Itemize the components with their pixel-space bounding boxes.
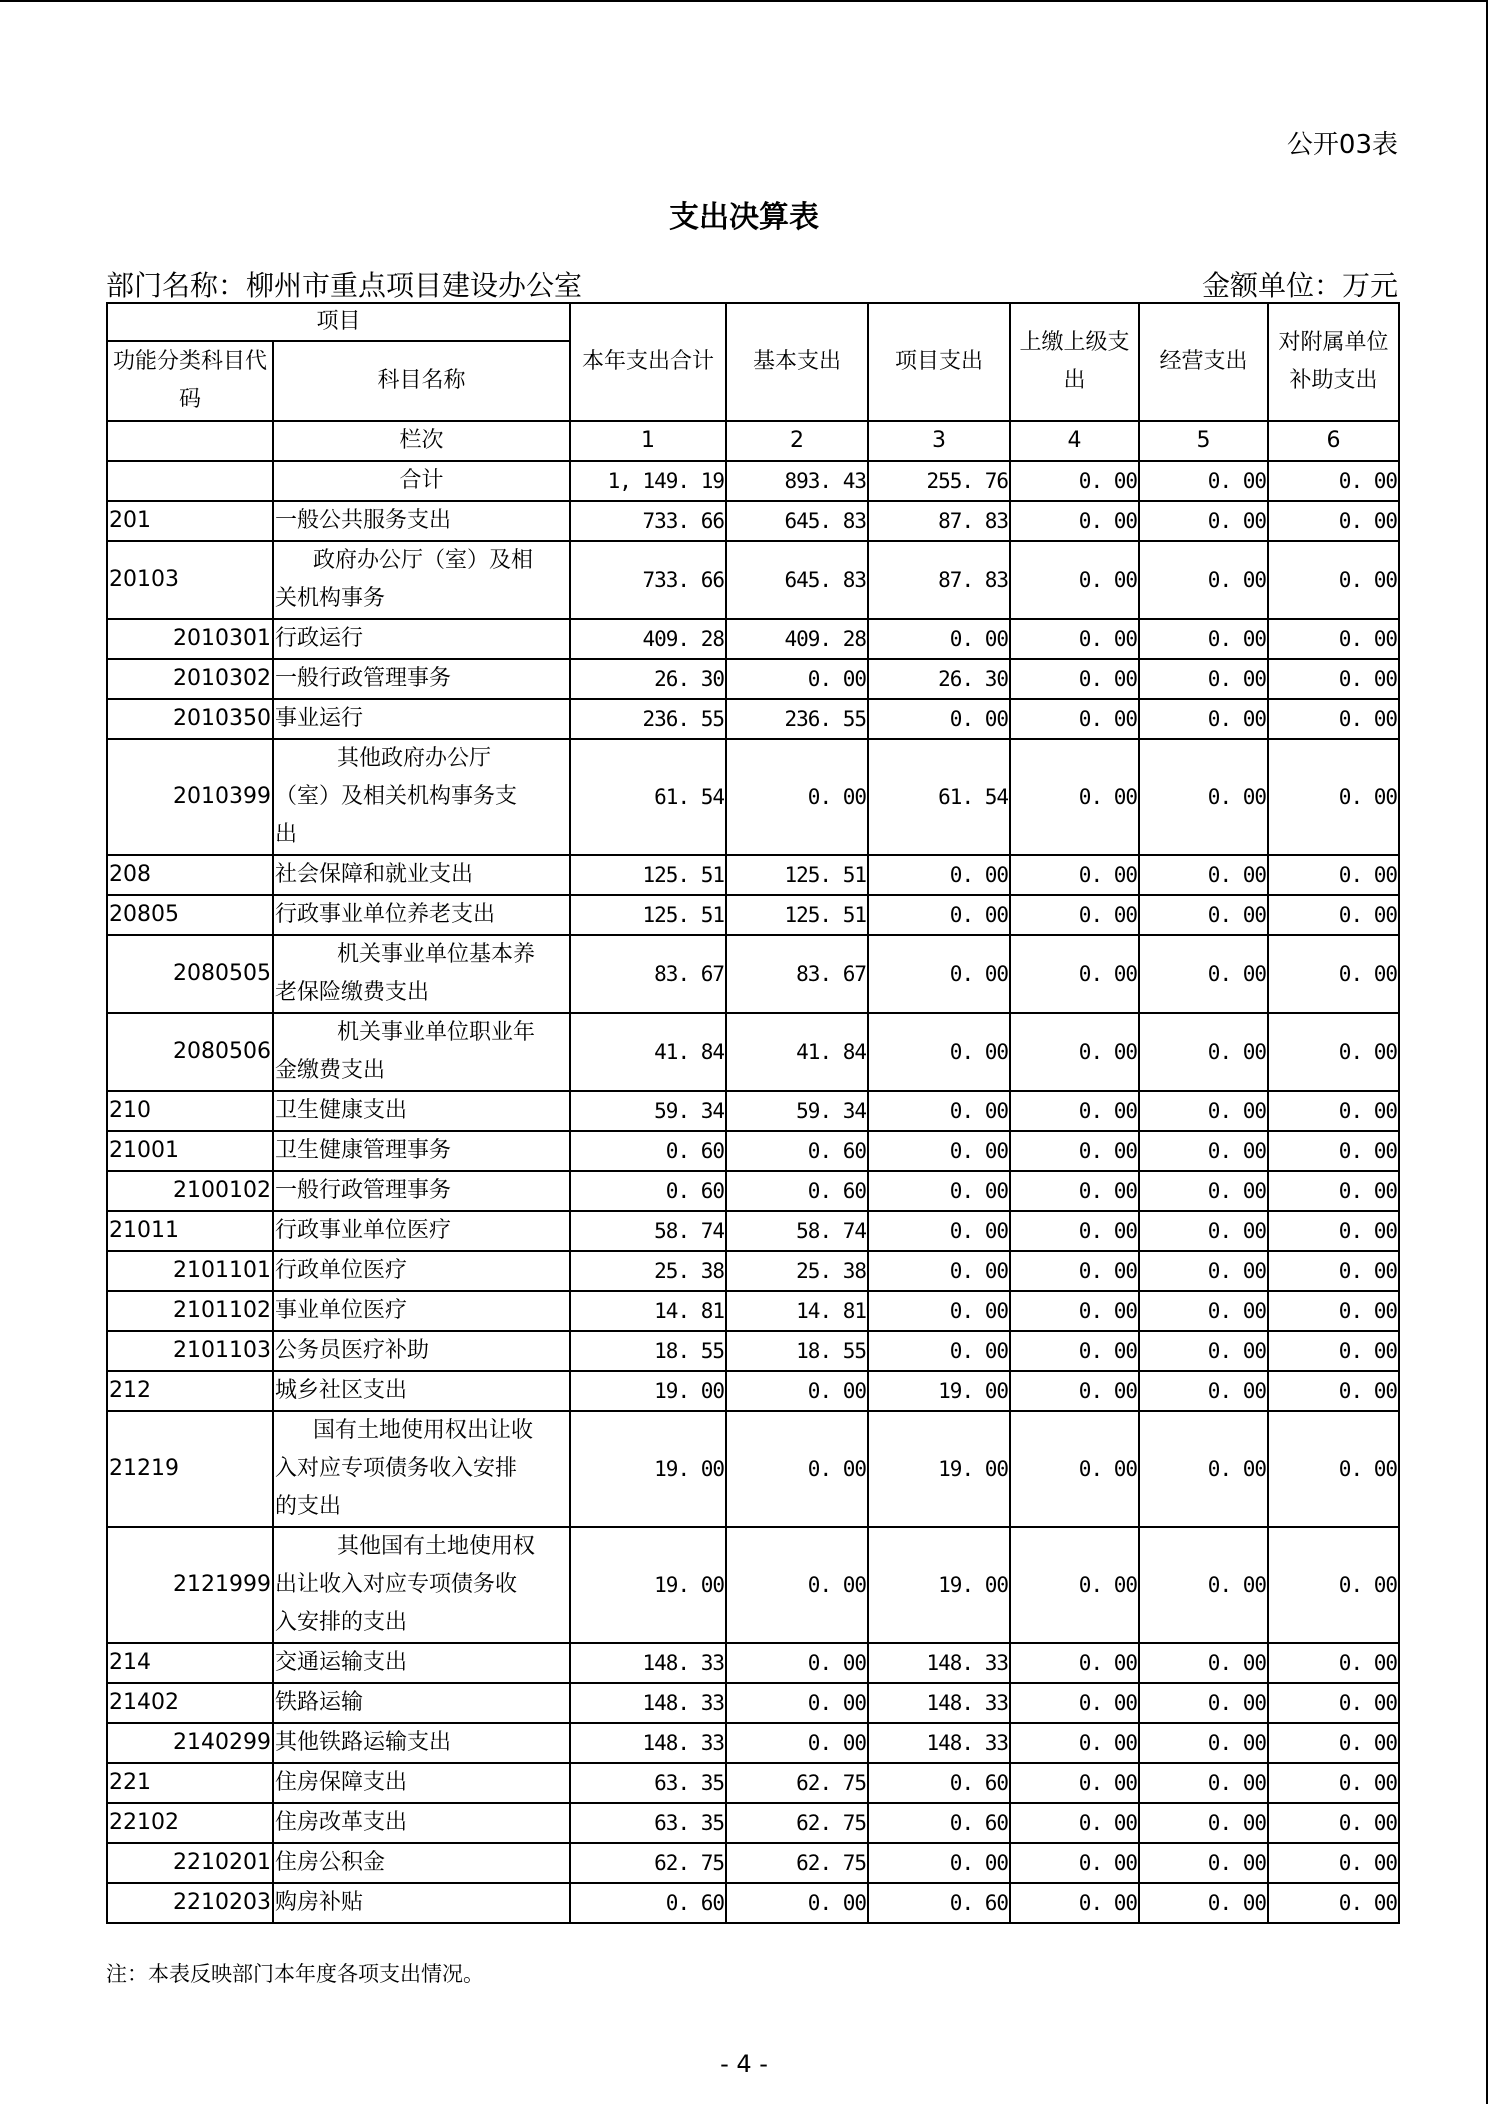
row-value: 0. 00 [868,699,1010,739]
row-value: 0. 00 [868,1211,1010,1251]
row-value: 0. 00 [1010,1211,1139,1251]
total-value: 0. 00 [1268,461,1399,501]
row-value: 148. 33 [868,1723,1010,1763]
table-row [107,1371,1399,1411]
row-code: 210 [107,1091,273,1131]
row-value: 0. 00 [726,1371,868,1411]
row-value: 0. 00 [1139,1131,1268,1171]
row-value: 62. 75 [726,1803,868,1843]
row-value: 41. 84 [570,1013,726,1091]
row-value: 0. 00 [1139,1291,1268,1331]
row-value: 0. 00 [1268,1131,1399,1171]
row-value: 59. 34 [570,1091,726,1131]
row-value: 0. 00 [1139,1371,1268,1411]
row-value: 0. 00 [1010,1291,1139,1331]
table-row [107,1683,1399,1723]
row-name-line: （室）及相关机构事务支 [275,784,518,809]
row-name-line: 出让收入对应专项债务收 [275,1572,518,1597]
row-name: 其他铁路运输支出 [273,1723,570,1763]
row-code: 2121999 [107,1527,273,1643]
row-value: 59. 34 [726,1091,868,1131]
row-value: 0. 00 [1268,1803,1399,1843]
row-value: 0. 00 [1010,1371,1139,1411]
row-value: 0. 00 [1139,1411,1268,1527]
row-value: 0. 60 [726,1131,868,1171]
table-row [107,1527,1399,1643]
row-value: 0. 00 [1268,935,1399,1013]
row-code: 20805 [107,895,273,935]
row-value: 61. 54 [868,739,1010,855]
row-value: 0. 00 [1268,1683,1399,1723]
table-row [107,855,1399,895]
row-value: 0. 00 [1139,855,1268,895]
row-name: 事业单位医疗 [273,1291,570,1331]
row-name-line: 机关事业单位基本养 [337,942,536,967]
row-value: 645. 83 [726,501,868,541]
row-code: 22102 [107,1803,273,1843]
row-value: 0. 60 [868,1883,1010,1923]
row-value: 0. 00 [1268,1763,1399,1803]
header-item: 项目 [107,303,570,341]
row-value: 0. 00 [1139,1251,1268,1291]
row-value: 0. 00 [726,1643,868,1683]
row-value: 0. 00 [1139,1803,1268,1843]
row-value: 83. 67 [726,935,868,1013]
table-row [107,1763,1399,1803]
row-name: 铁路运输 [273,1683,570,1723]
row-value: 19. 00 [868,1411,1010,1527]
row-value: 87. 83 [868,501,1010,541]
table-row [107,1091,1399,1131]
row-value: 0. 00 [1139,1527,1268,1643]
row-value: 0. 60 [570,1171,726,1211]
row-value: 0. 00 [1010,659,1139,699]
row-name: 公务员医疗补助 [273,1331,570,1371]
row-value: 125. 51 [570,855,726,895]
row-code: 2010399 [107,739,273,855]
row-name-line: 其他政府办公厅 [337,746,492,771]
row-name: 购房补贴 [273,1883,570,1923]
row-value: 0. 00 [1010,619,1139,659]
row-name-line: 入安排的支出 [275,1610,408,1635]
row-value: 0. 00 [1139,619,1268,659]
header-subsidy: 对附属单位补助支出 [1268,303,1399,421]
row-name: 一般公共服务支出 [273,501,570,541]
page-title: 支出决算表 [669,200,819,235]
row-value: 0. 00 [868,1291,1010,1331]
row-value: 236. 55 [726,699,868,739]
row-value: 0. 00 [1010,1683,1139,1723]
row-value: 61. 54 [570,739,726,855]
row-value: 0. 00 [1010,1527,1139,1643]
total-empty-cell [107,461,273,501]
row-value: 236. 55 [570,699,726,739]
row-name [273,541,570,619]
header-project: 项目支出 [868,303,1010,421]
expenditure-table [106,302,1400,1924]
row-name: 一般行政管理事务 [273,1171,570,1211]
row-value: 19. 00 [868,1527,1010,1643]
row-name [273,1411,570,1527]
row-name: 行政事业单位养老支出 [273,895,570,935]
department-label: 部门名称：柳州市重点项目建设办公室 [106,269,583,302]
header-upper: 上缴上级支出 [1010,303,1139,421]
row-value: 0. 00 [1268,1527,1399,1643]
row-code: 2080505 [107,935,273,1013]
row-name-line: 入对应专项债务收入安排 [275,1456,518,1481]
row-value: 0. 00 [868,1251,1010,1291]
row-name: 卫生健康支出 [273,1091,570,1131]
table-row [107,895,1399,935]
row-code: 2101101 [107,1251,273,1291]
seq-3: 3 [868,421,1010,461]
header-seq-row [107,421,1399,461]
row-name-line: 的支出 [275,1494,342,1519]
row-value: 0. 00 [726,1527,868,1643]
row-value: 0. 00 [1010,855,1139,895]
row-name: 社会保障和就业支出 [273,855,570,895]
row-name-line: 机关事业单位职业年 [337,1020,536,1045]
row-value: 25. 38 [726,1251,868,1291]
row-value: 0. 00 [868,1331,1010,1371]
header-basic: 基本支出 [726,303,868,421]
row-name: 事业运行 [273,699,570,739]
form-number: 公开03表 [1286,130,1398,160]
row-value: 0. 00 [1010,1091,1139,1131]
row-value: 0. 00 [1139,1843,1268,1883]
header-row-1 [107,303,1399,341]
row-value: 0. 00 [1010,739,1139,855]
row-value: 0. 00 [1268,1251,1399,1291]
row-value: 0. 60 [726,1171,868,1211]
row-name [273,1527,570,1643]
row-value: 0. 00 [1268,895,1399,935]
header-name: 科目名称 [273,341,570,421]
header-code: 功能分类科目代码 [107,341,273,421]
row-code: 2010350 [107,699,273,739]
row-value: 0. 00 [1139,1883,1268,1923]
row-value: 63. 35 [570,1803,726,1843]
seq-label: 栏次 [273,421,570,461]
row-value: 0. 00 [1139,1013,1268,1091]
row-value: 0. 00 [868,895,1010,935]
row-value: 83. 67 [570,935,726,1013]
row-value: 19. 00 [570,1411,726,1527]
row-value: 0. 60 [570,1131,726,1171]
row-name: 城乡社区支出 [273,1371,570,1411]
row-value: 0. 00 [1268,1883,1399,1923]
table-row [107,1211,1399,1251]
row-value: 26. 30 [868,659,1010,699]
row-code: 21219 [107,1411,273,1527]
row-value: 0. 00 [1010,1251,1139,1291]
row-value: 0. 00 [868,1131,1010,1171]
row-code: 201 [107,501,273,541]
row-name-line: 国有土地使用权出让收 [313,1418,534,1443]
row-name: 一般行政管理事务 [273,659,570,699]
row-value: 148. 33 [868,1643,1010,1683]
row-name-line: 老保险缴费支出 [275,980,430,1005]
row-name-line: 出 [275,822,298,847]
row-code: 20103 [107,541,273,619]
row-value: 0. 00 [1010,541,1139,619]
row-code: 2101102 [107,1291,273,1331]
row-value: 25. 38 [570,1251,726,1291]
row-code: 2210201 [107,1843,273,1883]
row-value: 0. 00 [868,855,1010,895]
table-row [107,1291,1399,1331]
row-value: 0. 00 [1010,699,1139,739]
row-value: 148. 33 [570,1643,726,1683]
row-value: 0. 00 [1139,1763,1268,1803]
row-code: 2010301 [107,619,273,659]
row-value: 19. 00 [570,1371,726,1411]
row-value: 41. 84 [726,1013,868,1091]
row-value: 0. 00 [1268,1331,1399,1371]
header-total: 本年支出合计 [570,303,726,421]
table-row [107,699,1399,739]
total-value: 1, 149. 19 [570,461,726,501]
table-row [107,1251,1399,1291]
seq-5: 5 [1139,421,1268,461]
row-code: 2210203 [107,1883,273,1923]
row-name-line: 政府办公厅（室）及相 [313,548,534,573]
row-code: 2140299 [107,1723,273,1763]
row-value: 148. 33 [868,1683,1010,1723]
header-operating: 经营支出 [1139,303,1268,421]
row-name [273,1013,570,1091]
row-value: 0. 00 [1010,1883,1139,1923]
row-code: 2010302 [107,659,273,699]
row-value: 0. 00 [1010,1803,1139,1843]
row-value: 0. 00 [1010,1843,1139,1883]
seq-4: 4 [1010,421,1139,461]
row-value: 0. 00 [1010,1411,1139,1527]
table-row [107,659,1399,699]
row-value: 0. 00 [1010,501,1139,541]
seq-1: 1 [570,421,726,461]
total-row [107,461,1399,501]
table-row [107,1013,1399,1091]
row-name: 行政运行 [273,619,570,659]
total-value: 893. 43 [726,461,868,501]
row-value: 148. 33 [570,1683,726,1723]
table-row [107,541,1399,619]
row-name [273,739,570,855]
row-value: 58. 74 [570,1211,726,1251]
row-value: 0. 00 [726,659,868,699]
row-value: 148. 33 [570,1723,726,1763]
row-value: 62. 75 [570,1843,726,1883]
row-value: 0. 00 [726,1883,868,1923]
row-value: 0. 00 [1268,1843,1399,1883]
row-value: 0. 00 [868,1843,1010,1883]
row-value: 0. 00 [726,739,868,855]
row-value: 0. 60 [868,1803,1010,1843]
row-value: 0. 00 [1268,1091,1399,1131]
table-note: 注：本表反映部门本年度各项支出情况。 [106,1962,484,1986]
row-value: 63. 35 [570,1763,726,1803]
row-name: 住房改革支出 [273,1803,570,1843]
row-value: 0. 00 [1010,895,1139,935]
unit-label: 金额单位：万元 [1201,269,1398,302]
row-value: 0. 00 [726,1723,868,1763]
seq-6: 6 [1268,421,1399,461]
row-code: 208 [107,855,273,895]
row-value: 0. 00 [1139,501,1268,541]
row-value: 0. 00 [868,1171,1010,1211]
row-name [273,935,570,1013]
row-code: 212 [107,1371,273,1411]
row-code: 21001 [107,1131,273,1171]
row-code: 2100102 [107,1171,273,1211]
row-value: 18. 55 [570,1331,726,1371]
row-value: 19. 00 [868,1371,1010,1411]
row-value: 0. 00 [1268,1723,1399,1763]
seq-empty-cell [107,421,273,461]
table-row [107,501,1399,541]
row-value: 733. 66 [570,541,726,619]
table-row [107,1331,1399,1371]
page-number: - 4 - [720,2050,768,2078]
row-value: 87. 83 [868,541,1010,619]
table-row [107,1883,1399,1923]
row-value: 0. 00 [1268,739,1399,855]
row-code: 21402 [107,1683,273,1723]
row-value: 58. 74 [726,1211,868,1251]
row-value: 0. 00 [1139,739,1268,855]
row-value: 0. 00 [1139,1643,1268,1683]
row-value: 0. 00 [1268,659,1399,699]
row-value: 0. 00 [1139,659,1268,699]
row-value: 0. 00 [868,1013,1010,1091]
table-body [107,501,1399,1923]
row-value: 409. 28 [726,619,868,659]
row-name-line: 其他国有土地使用权 [337,1534,536,1559]
row-value: 0. 00 [1268,699,1399,739]
total-value: 0. 00 [1139,461,1268,501]
row-value: 0. 00 [726,1683,868,1723]
row-name: 住房保障支出 [273,1763,570,1803]
row-value: 125. 51 [726,895,868,935]
row-value: 0. 00 [1010,1723,1139,1763]
row-value: 62. 75 [726,1843,868,1883]
row-value: 125. 51 [726,855,868,895]
page-border-top [0,0,1488,2]
row-value: 0. 00 [1139,1683,1268,1723]
row-value: 0. 00 [1010,1171,1139,1211]
row-code: 21011 [107,1211,273,1251]
row-value: 0. 00 [1268,1643,1399,1683]
total-value: 0. 00 [1010,461,1139,501]
row-value: 0. 00 [1139,1331,1268,1371]
row-code: 2080506 [107,1013,273,1091]
table-row [107,1411,1399,1527]
row-value: 0. 00 [1139,541,1268,619]
row-value: 0. 00 [726,1411,868,1527]
row-value: 0. 00 [868,1091,1010,1131]
row-value: 0. 00 [868,619,1010,659]
total-value: 255. 76 [868,461,1010,501]
row-value: 0. 00 [1010,1131,1139,1171]
table-row [107,935,1399,1013]
row-value: 0. 00 [1139,895,1268,935]
row-value: 0. 00 [1010,935,1139,1013]
row-value: 0. 00 [1010,1013,1139,1091]
row-value: 0. 00 [1139,699,1268,739]
row-value: 0. 00 [1139,935,1268,1013]
row-value: 19. 00 [570,1527,726,1643]
table-row [107,1803,1399,1843]
row-value: 0. 00 [1139,1211,1268,1251]
row-value: 14. 81 [570,1291,726,1331]
row-value: 733. 66 [570,501,726,541]
row-value: 26. 30 [570,659,726,699]
row-value: 0. 00 [1139,1171,1268,1211]
row-value: 0. 00 [1139,1091,1268,1131]
row-value: 0. 60 [868,1763,1010,1803]
row-value: 125. 51 [570,895,726,935]
row-name: 卫生健康管理事务 [273,1131,570,1171]
row-value: 14. 81 [726,1291,868,1331]
row-value: 0. 00 [868,935,1010,1013]
row-name-line: 关机构事务 [275,586,386,611]
table-row [107,1131,1399,1171]
row-value: 0. 00 [1268,1371,1399,1411]
table-row [107,619,1399,659]
row-name: 住房公积金 [273,1843,570,1883]
row-value: 62. 75 [726,1763,868,1803]
row-value: 0. 00 [1268,501,1399,541]
row-value: 0. 00 [1268,1013,1399,1091]
row-code: 2101103 [107,1331,273,1371]
row-value: 0. 00 [1010,1763,1139,1803]
row-code: 221 [107,1763,273,1803]
seq-2: 2 [726,421,868,461]
row-value: 18. 55 [726,1331,868,1371]
table-row [107,1171,1399,1211]
row-name: 交通运输支出 [273,1643,570,1683]
row-value: 0. 60 [570,1883,726,1923]
row-value: 0. 00 [1268,1171,1399,1211]
row-name: 行政单位医疗 [273,1251,570,1291]
row-code: 214 [107,1643,273,1683]
row-value: 0. 00 [1010,1331,1139,1371]
row-value: 0. 00 [1268,1411,1399,1527]
table-row [107,1723,1399,1763]
row-value: 0. 00 [1268,1211,1399,1251]
row-name-line: 金缴费支出 [275,1058,386,1083]
row-value: 0. 00 [1268,619,1399,659]
row-value: 0. 00 [1139,1723,1268,1763]
row-value: 409. 28 [570,619,726,659]
total-label: 合计 [273,461,570,501]
table-row [107,739,1399,855]
row-value: 0. 00 [1268,1291,1399,1331]
table-row [107,1843,1399,1883]
table-row [107,1643,1399,1683]
row-value: 0. 00 [1010,1643,1139,1683]
row-name: 行政事业单位医疗 [273,1211,570,1251]
row-value: 0. 00 [1268,855,1399,895]
row-value: 0. 00 [1268,541,1399,619]
row-value: 645. 83 [726,541,868,619]
